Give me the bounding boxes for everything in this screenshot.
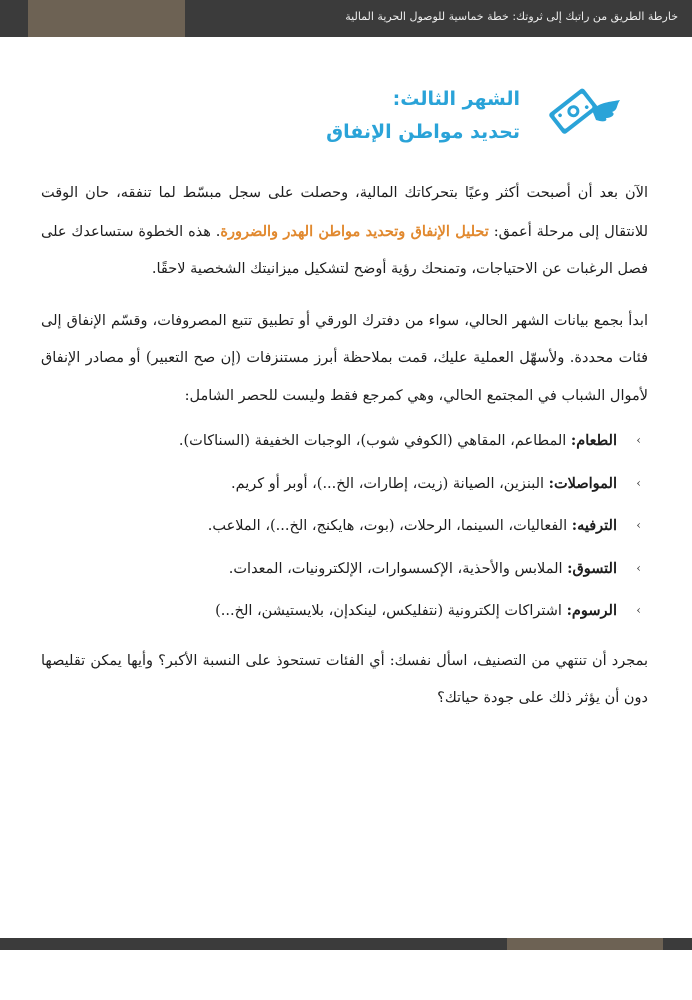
bullet-marker: ›: [636, 518, 641, 532]
category-text: الملابس والأحذية، الإكسسوارات، الإلكترونيات، المعدات.: [228, 560, 568, 577]
top-bar-accent: [28, 0, 185, 37]
bullet-marker: ›: [636, 433, 641, 447]
category-label: التسوق:: [567, 559, 617, 577]
body-content: [41, 175, 648, 718]
category-text: الفعاليات، السينما، الرحلات، (بوت، هايكنج، الخ...)، الملاعب.: [207, 518, 572, 534]
list-item: [41, 505, 641, 548]
category-label: المواصلات:: [548, 474, 617, 492]
banknote-icon: [548, 87, 599, 135]
category-label: الطعام:: [570, 432, 617, 449]
flying-money-icon: [546, 80, 622, 142]
list-item: [41, 590, 641, 633]
bottom-bar-accent: [507, 938, 663, 950]
closing-paragraph: بمجرد أن تنتهي من التصنيف، اسأل نفسك: أي الفئات تستحوذ على النسبة الأكبر؟ وأيها يمكن تقليصها دون أن يؤثر ذلك على جودة حياتك؟: [41, 652, 648, 706]
bullet-marker: ›: [636, 560, 641, 575]
category-text: اشتراكات إلكترونية (نتفليكس، لينكدإن، بلايستيشن، الخ...): [215, 603, 567, 619]
section-heading: [326, 86, 520, 145]
category-text: البنزين، الصيانة (زيت، إطارات، الخ...)، أوبر أو كريم.: [230, 475, 549, 492]
intro-text-end: . هذه الخطوة ستساعدك على فصل الرغبات عن الاحتياجات، وتمنحك رؤية أوضح لتشكيل ميزانيتك الشخصية لاحقًا.: [41, 223, 648, 277]
category-text: المطاعم، المقاهي (الكوفي شوب)، الوجبات الخفيفة (السناكات).: [178, 433, 571, 449]
bullet-marker: ›: [636, 603, 641, 617]
bullet-marker: ›: [636, 475, 641, 490]
spending-categories-list: [41, 420, 648, 633]
intro-highlight: تحليل الإنفاق وتحديد مواطن الهدر والضرورة: [220, 222, 489, 240]
month-label: الشهر الثالث:: [392, 88, 520, 110]
list-item: [41, 463, 641, 506]
method-paragraph: ابدأ بجمع بيانات الشهر الحالي، سواء من دفترك الورقي أو تطبيق تتبع المصروفات، وقسّم الإنفاق إلى فئات محددة. ولأسهّل العملية عليك، قمت بملاحظة أبرز مستنزفات (إن صح التعبير) أو مصادر الإنفاق لأموال الشباب في المجتمع الحالي، وهي كمرجع فقط وليست للحصر الشامل:: [41, 312, 648, 404]
category-label: الترفيه:: [571, 517, 617, 534]
running-header: خارطة الطريق من راتبك إلى ثروتك: خطة خماسية للوصول الحرية المالية: [345, 10, 678, 23]
category-label: الرسوم:: [566, 602, 617, 619]
list-item: [41, 548, 641, 591]
intro-text-start: الآن بعد أن أصبحت أكثر وعيًا بتحركاتك المالية، وحصلت على سجل مبسّط لما تنفقه، حان الوقت للانتقال إلى مرحلة أعمق:: [41, 185, 648, 240]
list-item: [41, 420, 641, 463]
intro-paragraph: [41, 175, 648, 289]
section-title: تحديد مواطن الإنفاق: [326, 121, 520, 143]
wing-icon: [592, 100, 620, 121]
